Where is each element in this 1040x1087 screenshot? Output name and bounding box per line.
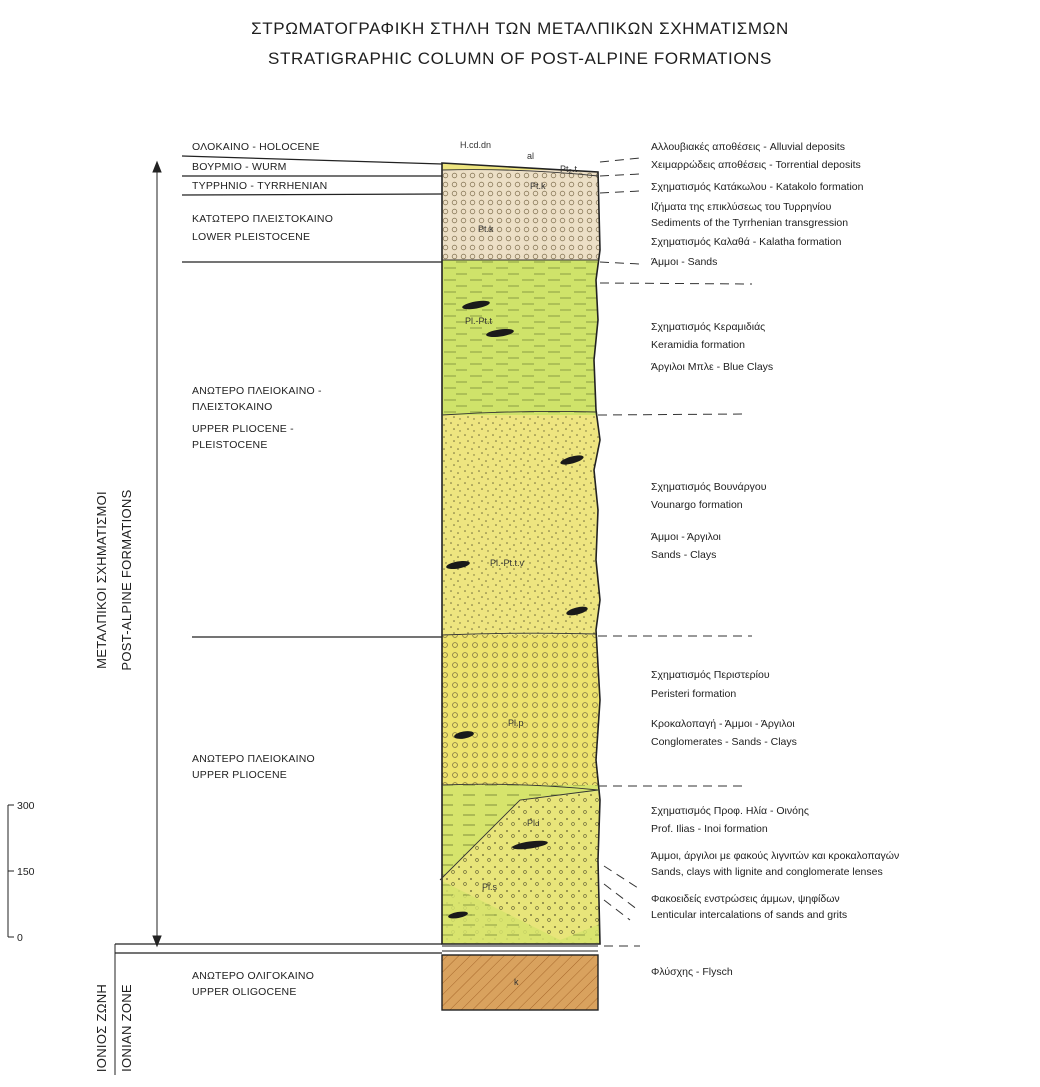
age-lower-pleistocene-gr: ΚΑΤΩΤΕΡΟ ΠΛΕΙΣΤΟΚΑΙΝΟ <box>192 213 334 225</box>
desc-ilias-lith-gr: Άμμοι, άργιλοι με φακούς λιγνιτών και κροκαλοπαγών <box>651 850 900 862</box>
age-upper-plio-pleisto-en-2: PLEISTOCENE <box>192 439 268 451</box>
desc-tyrrh-gr: Ιζήματα της επικλύσεως του Τυρρηνίου <box>651 201 832 213</box>
age-holocene: ΟΛΟΚΑΙΝΟ - HOLOCENE <box>192 141 320 153</box>
vertical-label-ionian-gr: ΙΟΝΙΟΣ ΖΩΝΗ <box>94 983 109 1073</box>
desc-keramidia-gr: Σχηματισμός Κεραμιδιάς <box>651 321 766 333</box>
title-english: STRATIGRAPHIC COLUMN OF POST-ALPINE FORMATIONS <box>268 49 772 68</box>
age-upper-plio-pleisto-en-1: UPPER PLIOCENE - <box>192 423 294 435</box>
desc-lenticular-gr: Φακοειδείς ενστρώσεις άμμων, ψηφίδων <box>651 893 840 905</box>
code-ptk: Pt.k <box>530 181 546 191</box>
age-boundaries <box>115 156 442 953</box>
code-al: al <box>527 151 535 161</box>
desc-blue-clays: Άργιλοι Μπλε - Blue Clays <box>651 361 774 373</box>
code-pl-pt2: Pl.-Pt.t.v <box>490 558 525 568</box>
scale-label-0: 0 <box>17 932 23 944</box>
title-greek: ΣΤΡΩΜΑΤΟΓΡΑΦΙΚΗ ΣΤΗΛΗ ΤΩΝ ΜΕΤΑΛΠΙΚΩΝ ΣΧΗΜΑΤΙΣΜΩΝ <box>251 19 789 38</box>
code-pl-s: Pl.s <box>482 882 498 892</box>
desc-keramidia-en: Keramidia formation <box>651 339 745 351</box>
vertical-label-ionian-en: IONIAN ZONE <box>119 984 134 1072</box>
code-k: k <box>514 977 519 987</box>
age-upper-pliocene-gr: ΑΝΩΤΕΡΟ ΠΛΕΙΟΚΑΙΝΟ <box>192 753 315 765</box>
layer-tyrrhenian-kalatha <box>440 170 610 260</box>
desc-vounargo-gr: Σχηματισμός Βουνάργου <box>651 481 767 493</box>
desc-tyrrh-en: Sediments of the Tyrrhenian transgression <box>651 217 849 229</box>
desc-katakolo: Σχηματισμός Κατάκωλου - Katakolo formation <box>651 181 864 193</box>
desc-vounargo-lith-gr: Άμμοι - Άργιλοι <box>651 531 721 543</box>
code-pl-p: Pl.p <box>508 718 524 728</box>
layer-flysch <box>442 955 598 1010</box>
desc-ilias-lith-en: Sands, clays with lignite and conglomerate lenses <box>651 866 883 878</box>
code-pt-top: Pt₂.t <box>560 164 577 174</box>
vertical-label-post-alpine-en: POST-ALPINE FORMATIONS <box>119 489 134 671</box>
code-pl-pt: Pl.-Pt.t <box>465 316 493 326</box>
age-upper-pliocene-en: UPPER PLIOCENE <box>192 769 287 781</box>
age-upper-plio-pleisto-gr-1: ΑΝΩΤΕΡΟ ΠΛΕΙΟΚΑΙΝΟ - <box>192 385 322 397</box>
desc-torrential: Χειμαρρώδεις αποθέσεις - Torrential deposits <box>651 159 861 171</box>
age-upper-oligocene-gr: ΑΝΩΤΕΡΟ ΟΛΙΓΟΚΑΙΝΟ <box>192 970 315 982</box>
desc-vounargo-en: Vounargo formation <box>651 499 743 511</box>
desc-peristeri-en: Peristeri formation <box>651 688 737 700</box>
layer-peristeri-conglomerates <box>440 635 610 785</box>
age-upper-plio-pleisto-gr-2: ΠΛΕΙΣΤΟΚΑΙΝΟ <box>192 401 273 413</box>
desc-sands: Άμμοι - Sands <box>651 256 718 268</box>
desc-alluvial: Αλλουβιακές αποθέσεις - Alluvial deposits <box>651 141 845 153</box>
desc-peristeri-lith-en: Conglomerates - Sands - Clays <box>651 736 797 748</box>
desc-flysch: Φλύσχης - Flysch <box>651 966 733 978</box>
desc-vounargo-lith-en: Sands - Clays <box>651 549 717 561</box>
age-upper-oligocene-en: UPPER OLIGOCENE <box>192 986 297 998</box>
desc-ilias-en: Prof. Ilias - Inoi formation <box>651 823 768 835</box>
layer-keramidia-blue-clays <box>440 260 610 415</box>
post-alpine-bracket <box>153 162 161 946</box>
code-ptk2: Pt.k <box>478 224 494 234</box>
desc-lenticular-en: Lenticular intercalations of sands and grits <box>651 909 848 921</box>
age-tyrrhenian: ΤΥΡΡΗΝΙΟ - TYRRHENIAN <box>192 180 328 192</box>
layer-vounargo-sands-clays <box>440 415 610 635</box>
desc-peristeri-gr: Σχηματισμός Περιστερίου <box>651 669 770 681</box>
code-hcd: H.cd.dn <box>460 140 492 150</box>
stratigraphic-column <box>440 150 610 950</box>
scale-label-150: 150 <box>17 866 35 878</box>
scale-label-300: 300 <box>17 800 35 812</box>
age-lower-pleistocene-en: LOWER PLEISTOCENE <box>192 231 311 243</box>
vertical-label-post-alpine-gr: ΜΕΤΑΛΠΙΚΟΙ ΣΧΗΜΑΤΙΣΜΟΙ <box>94 491 109 669</box>
code-pl-i: Pl.i <box>527 818 540 828</box>
desc-kalatha: Σχηματισμός Καλαθά - Kalatha formation <box>651 236 842 248</box>
age-wurm: ΒΟΥΡΜΙΟ - WURM <box>192 161 287 173</box>
desc-peristeri-lith-gr: Κροκαλοπαγή - Άμμοι - Άργιλοι <box>651 718 795 730</box>
scale-bar <box>8 805 14 937</box>
desc-ilias-gr: Σχηματισμός Προφ. Ηλία - Οινόης <box>651 805 809 817</box>
